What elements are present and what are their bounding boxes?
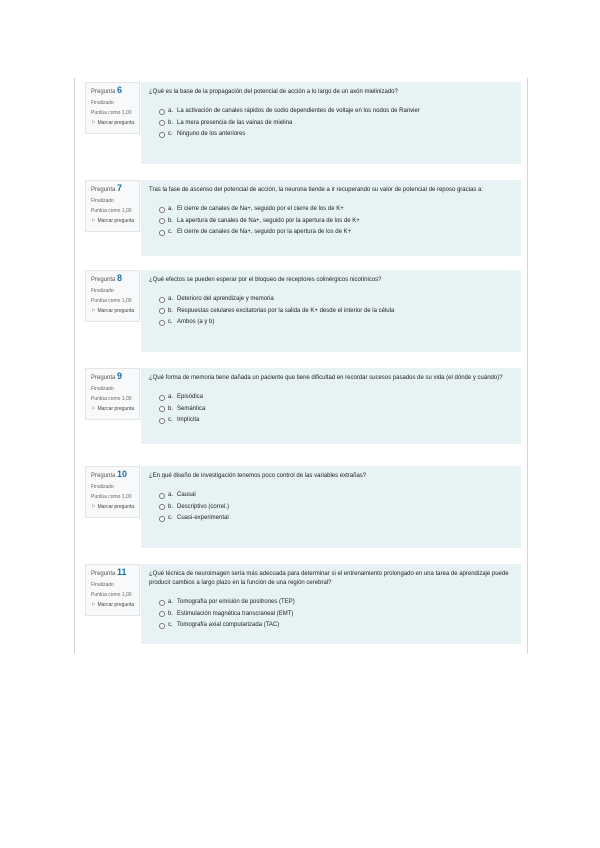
question-text: ¿Qué técnica de neuroimagen sería más adecuada para determinar si el entrenamiento prolongado en una tarea de aprendizaje puede producir cambios a largo plazo en la función de una región cerebral? — [149, 571, 509, 586]
question-number — [91, 184, 135, 195]
flag-question-link[interactable] — [91, 120, 135, 127]
question-status: Finalizado — [91, 100, 114, 106]
answer-option-1[interactable] — [159, 502, 513, 514]
question-status: Finalizado — [91, 386, 114, 392]
option-text: El cierre de canales de Na+, seguido por el cierre de los de K+ — [177, 206, 344, 212]
question-status: Finalizado — [91, 198, 114, 204]
flag-question-link[interactable] — [91, 218, 135, 225]
question-info-panel — [85, 564, 140, 616]
option-letter: b. — [168, 119, 174, 126]
option-text: Estimulación magnética transcraneal (EMT) — [177, 610, 294, 617]
question-info-panel — [85, 180, 140, 232]
question-score: Puntúa como 1,00 — [91, 493, 132, 500]
option-text: Ninguno de los anteriores — [177, 131, 246, 137]
question-number — [91, 470, 135, 481]
option-text: La apertura de canales de Na+, seguido por la apertura de los de K+ — [177, 217, 360, 224]
question-number-value: 7 — [117, 183, 123, 193]
question-number-value: 6 — [117, 85, 123, 95]
option-letter: a. — [168, 599, 174, 605]
option-letter: c. — [168, 622, 173, 628]
answer-option-2[interactable] — [159, 620, 513, 632]
option-text: Tomografía por emisión de positrones (TEP) — [177, 599, 295, 605]
answer-list — [149, 392, 513, 427]
option-letter: c. — [168, 229, 173, 235]
answer-option-0[interactable] — [159, 294, 513, 306]
option-letter: c. — [168, 319, 173, 325]
flag-label: Marcar pregunta — [97, 218, 135, 224]
question-label: Pregunta — [91, 277, 116, 283]
question-number-value: 8 — [117, 273, 123, 283]
question-status: Finalizado — [91, 484, 114, 490]
radio-button[interactable] — [159, 109, 165, 115]
flag-question-link[interactable] — [91, 504, 135, 511]
option-letter: a. — [168, 108, 174, 114]
answer-option-2[interactable] — [159, 129, 513, 141]
option-letter: b. — [168, 610, 174, 617]
question-status: Finalizado — [91, 288, 114, 294]
option-letter: c. — [168, 515, 173, 521]
flag-label: Marcar pregunta — [97, 406, 135, 412]
question-content-panel — [141, 82, 521, 164]
flag-label: Marcar pregunta — [97, 308, 135, 314]
question-info-panel — [85, 466, 140, 518]
question-info-panel — [85, 82, 140, 134]
radio-button[interactable] — [159, 418, 165, 424]
flag-icon: ⚐ — [91, 504, 96, 510]
option-letter: a. — [168, 296, 174, 302]
flag-icon: ⚐ — [91, 308, 96, 314]
flag-label: Marcar pregunta — [97, 504, 135, 510]
option-text: Cuasi-experimental — [177, 515, 229, 521]
answer-list — [149, 294, 513, 329]
option-text: Semántica — [177, 405, 206, 412]
answer-list — [149, 204, 513, 239]
option-text: La mera presencia de las vainas de mielina — [177, 119, 293, 126]
flag-icon: ⚐ — [91, 218, 96, 224]
radio-button[interactable] — [159, 207, 165, 213]
radio-button[interactable] — [159, 611, 165, 617]
option-text: La activación de canales rápidos de sodio dependientes de voltaje en los nodos de Ranvier — [177, 108, 420, 114]
radio-button[interactable] — [159, 308, 165, 314]
flag-label: Marcar pregunta — [97, 602, 135, 608]
question-label: Pregunta — [91, 89, 116, 95]
flag-icon: ⚐ — [91, 602, 96, 608]
answer-option-0[interactable] — [159, 106, 513, 118]
option-letter: a. — [168, 206, 174, 212]
quiz-review-column — [74, 78, 528, 654]
flag-icon: ⚐ — [91, 406, 96, 412]
option-letter: a. — [168, 492, 174, 498]
question-status: Finalizado — [91, 582, 114, 588]
answer-option-1[interactable] — [159, 216, 513, 228]
question-number — [91, 372, 135, 383]
question-score: Puntúa como 1,00 — [91, 395, 132, 402]
answer-option-2[interactable] — [159, 317, 513, 329]
question-number-value: 10 — [117, 469, 128, 479]
option-text: Implícita — [177, 417, 200, 423]
option-letter: c. — [168, 417, 173, 423]
radio-button[interactable] — [159, 600, 165, 606]
question-info-panel — [85, 270, 140, 322]
option-text: Ambos (a y b) — [177, 319, 215, 325]
radio-button[interactable] — [159, 504, 165, 510]
option-text: Deterioro del aprendizaje y memoria — [177, 296, 274, 302]
question-score: Puntúa como 1,00 — [91, 591, 132, 598]
question-label: Pregunta — [91, 571, 116, 577]
option-letter: b. — [168, 307, 174, 314]
question-score: Puntúa como 1,00 — [91, 207, 132, 214]
option-text: Descriptivo (correl.) — [177, 503, 230, 510]
answer-option-2[interactable] — [159, 513, 513, 525]
question-number — [91, 568, 135, 579]
radio-button[interactable] — [159, 395, 165, 401]
question-text: Tras la fase de ascenso del potencial de acción, la neurona tiende a ir recuperando su valor de potencial de reposo gracias a: — [149, 187, 483, 193]
question-text: ¿Qué es la base de la propagación del potencial de acción a lo largo de un axón mielinizado? — [149, 89, 398, 95]
answer-option-1[interactable] — [159, 118, 513, 130]
radio-button[interactable] — [159, 120, 165, 126]
answer-option-1[interactable] — [159, 306, 513, 318]
question-content-panel — [141, 180, 521, 256]
answer-option-2[interactable] — [159, 415, 513, 427]
question-content-panel — [141, 466, 521, 548]
option-letter: a. — [168, 394, 174, 400]
question-text: ¿Qué efectos se pueden esperar por el bloqueo de receptores colinérgicos nicotínicos? — [149, 277, 382, 283]
flag-question-link[interactable] — [91, 308, 135, 315]
answer-list — [149, 597, 513, 632]
radio-button[interactable] — [159, 132, 165, 138]
radio-button[interactable] — [159, 230, 165, 236]
option-text: Tomografía axial computarizada (TAC) — [177, 622, 280, 628]
radio-button[interactable] — [159, 297, 165, 303]
option-letter: b. — [168, 405, 174, 412]
flag-icon: ⚐ — [91, 120, 96, 126]
question-score: Puntúa como 1,00 — [91, 109, 132, 116]
question-text: ¿Qué forma de memoria tiene dañada un paciente que tiene dificultad en recordar sucesos pasados de su vida (el dónde y cuándo)? — [149, 375, 503, 381]
flag-label: Marcar pregunta — [97, 120, 135, 126]
radio-button[interactable] — [159, 623, 165, 629]
question-content-panel — [141, 368, 521, 444]
answer-option-0[interactable] — [159, 204, 513, 216]
question-content-panel — [141, 564, 521, 644]
answer-list — [149, 106, 513, 141]
option-text: Causal — [177, 492, 196, 498]
answer-option-2[interactable] — [159, 227, 513, 239]
question-number — [91, 86, 135, 97]
question-label: Pregunta — [91, 375, 116, 381]
question-score: Puntúa como 1,00 — [91, 297, 132, 304]
option-text: Respuestas celulares excitatorias por la salida de K+ desde el interior de la célula — [177, 307, 395, 314]
question-label: Pregunta — [91, 187, 116, 193]
question-text: ¿En qué diseño de investigación tenemos poco control de las variables extrañas? — [149, 473, 367, 479]
radio-button[interactable] — [159, 406, 165, 412]
flag-question-link[interactable] — [91, 602, 135, 609]
answer-option-0[interactable] — [159, 597, 513, 609]
answer-option-1[interactable] — [159, 609, 513, 621]
question-info-panel — [85, 368, 140, 420]
question-number-value: 9 — [117, 371, 123, 381]
question-number-value: 11 — [117, 567, 127, 577]
radio-button[interactable] — [159, 493, 165, 499]
answer-option-1[interactable] — [159, 404, 513, 416]
option-letter: b. — [168, 503, 174, 510]
answer-list — [149, 490, 513, 525]
radio-button[interactable] — [159, 218, 165, 224]
question-number — [91, 274, 135, 285]
option-letter: c. — [168, 131, 173, 137]
answer-option-0[interactable] — [159, 392, 513, 404]
answer-option-0[interactable] — [159, 490, 513, 502]
option-letter: b. — [168, 217, 174, 224]
question-content-panel — [141, 270, 521, 352]
option-text: El cierre de canales de Na+, seguido por la apertura de los de K+ — [177, 229, 352, 235]
option-text: Episódica — [177, 394, 204, 400]
radio-button[interactable] — [159, 320, 165, 326]
flag-question-link[interactable] — [91, 406, 135, 413]
question-label: Pregunta — [91, 473, 116, 479]
radio-button[interactable] — [159, 516, 165, 522]
